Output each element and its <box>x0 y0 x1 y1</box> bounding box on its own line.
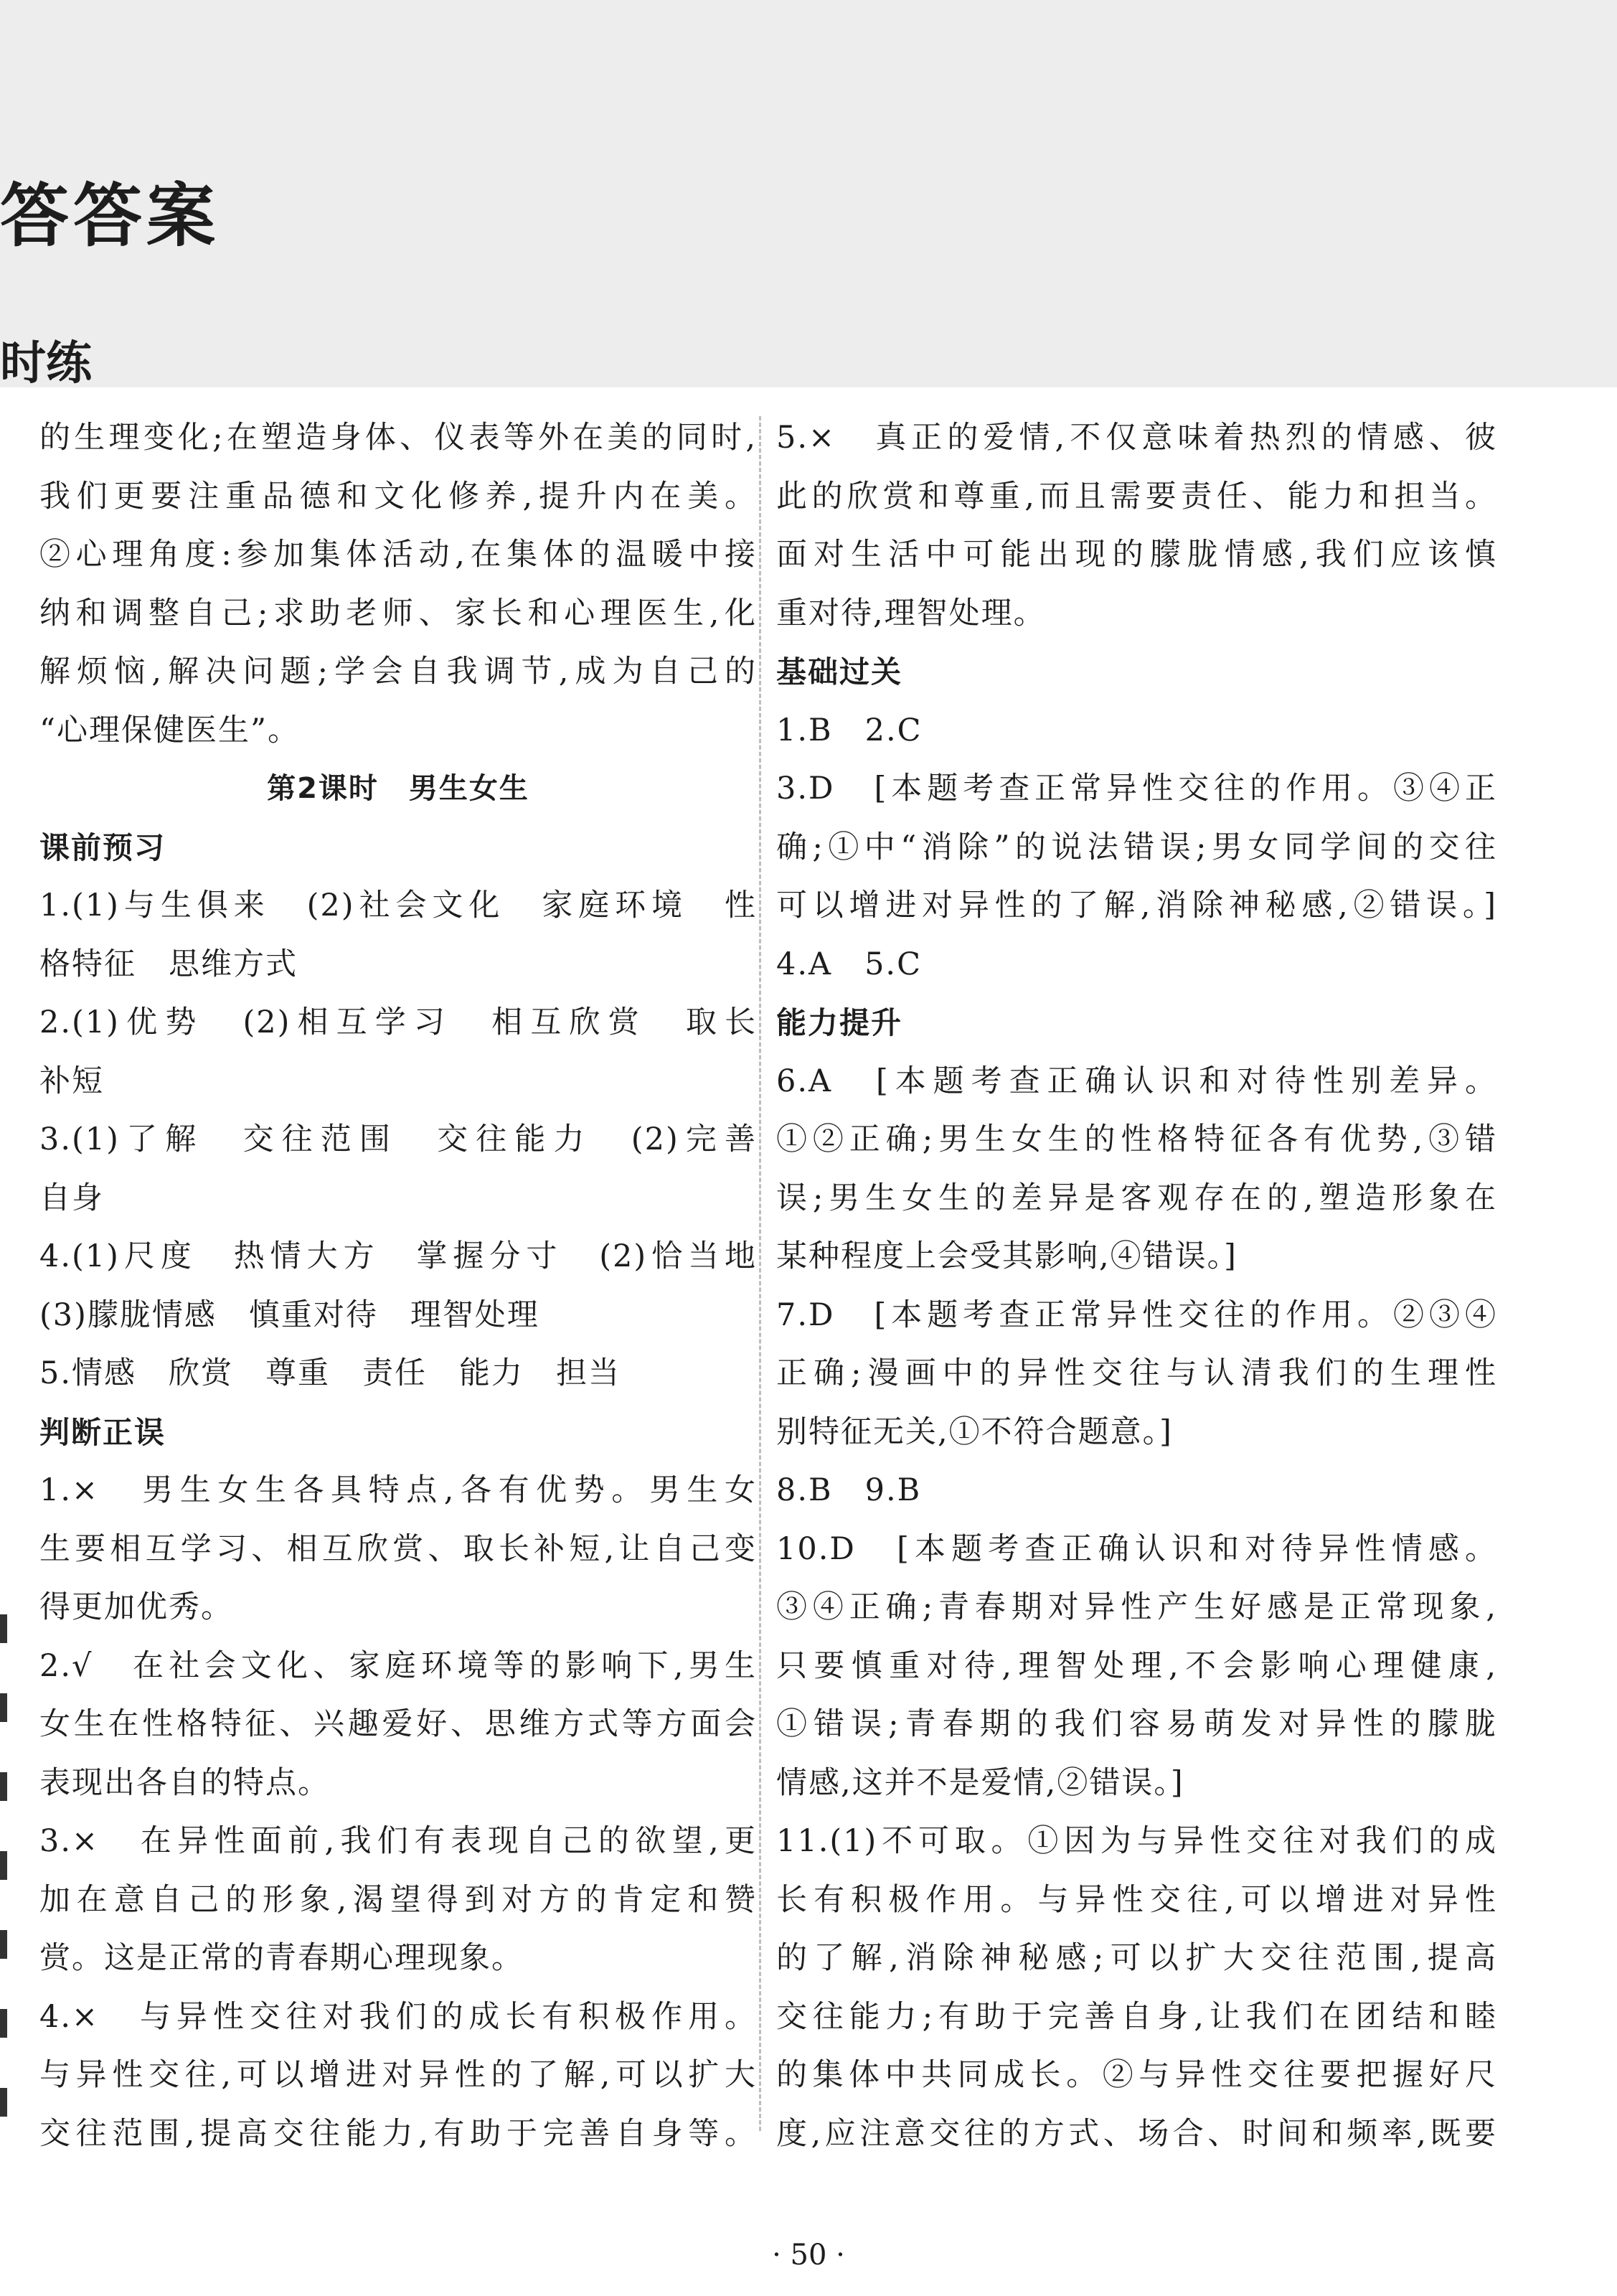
answer-line: 此的欣赏和尊重,而且需要责任、能力和担当。 <box>776 478 1497 514</box>
answer-line: (3)朦胧情感 慎重对待 理智处理 <box>39 1297 539 1333</box>
ability-heading: 能力提升 <box>776 1005 903 1040</box>
answer-line: 7.D [本题考查正常异性交往的作用。②③④ <box>776 1297 1497 1333</box>
answer-line: 11.(1)不可取。①因为与异性交往对我们的成 <box>776 1823 1497 1859</box>
answer-line: 别特征无关,①不符合题意。] <box>776 1413 1173 1450</box>
answer-line: 3.(1)了解 交往范围 交往能力 (2)完善 <box>39 1121 757 1157</box>
answer-line: 补短 <box>39 1063 104 1099</box>
answer-line: 10.D [本题考查正确认识和对待异性情感。 <box>776 1530 1497 1567</box>
right-column <box>776 409 1497 2163</box>
answer-line: 4.× 与异性交往对我们的成长有积极作用。 <box>39 1998 757 2035</box>
column-divider <box>759 416 761 2131</box>
answer-line: 情感,这并不是爱情,②错误。] <box>776 1764 1184 1801</box>
text-line: 纳和调整自己;求助老师、家长和心理医生,化 <box>39 595 757 631</box>
answer-line: 4.A 5.C <box>776 946 923 982</box>
text-line: “心理保健医生”。 <box>39 712 300 748</box>
answer-line: 4.(1)尺度 热情大方 掌握分寸 (2)恰当地 <box>39 1238 757 1274</box>
answer-line: 与异性交往,可以增进对异性的了解,可以扩大 <box>39 2057 757 2093</box>
judge-heading: 判断正误 <box>39 1414 166 1450</box>
preview-heading: 课前预习 <box>39 829 166 865</box>
answer-line: 交往范围,提高交往能力,有助于完善自身等。 <box>39 2115 757 2152</box>
lesson-title: 第2课时 男生女生 <box>267 772 529 805</box>
answer-line: 女生在性格特征、兴趣爱好、思维方式等方面会 <box>39 1706 757 1742</box>
answer-line: 5.× 真正的爱情,不仅意味着热烈的情感、彼 <box>776 420 1497 456</box>
answer-line: 表现出各自的特点。 <box>39 1764 330 1801</box>
answer-line: 正确;漫画中的异性交往与认清我们的生理性 <box>776 1355 1497 1391</box>
answer-line: 1.B 2.C <box>776 712 923 748</box>
answer-line: 确;①中“消除”的说法错误;男女同学间的交往 <box>776 829 1497 865</box>
cropped-edge-marks <box>0 1614 16 2131</box>
answer-line: ①②正确;男生女生的性格特征各有优势,③错 <box>776 1121 1497 1157</box>
answer-line: 重对待,理智处理。 <box>776 595 1046 631</box>
left-column <box>39 409 757 2163</box>
answer-line: 的了解,消除神秘感;可以扩大交往范围,提高 <box>776 1940 1497 1976</box>
answer-line: 赏。这是正常的青春期心理现象。 <box>39 1940 524 1976</box>
answer-line: 8.B 9.B <box>776 1472 922 1508</box>
page-title: 答答案 <box>0 176 220 256</box>
text-line: 解烦恼,解决问题;学会自我调节,成为自己的 <box>39 654 757 690</box>
page-number: · 50 · <box>772 2239 845 2272</box>
basic-heading: 基础过关 <box>776 654 903 690</box>
text-line: 我们更要注重品德和文化修养,提升内在美。 <box>39 478 757 514</box>
answer-line: 的集体中共同成长。②与异性交往要把握好尺 <box>776 2057 1497 2093</box>
answer-line: 长有积极作用。与异性交往,可以增进对异性 <box>776 1881 1497 1918</box>
section-title: 时练 <box>0 337 92 390</box>
answer-line: 1.(1)与生俱来 (2)社会文化 家庭环境 性 <box>39 888 757 923</box>
header-band <box>0 0 1617 387</box>
answer-line: ①错误;青春期的我们容易萌发对异性的朦胧 <box>776 1706 1497 1742</box>
answer-line: 2.(1)优势 (2)相互学习 相互欣赏 取长 <box>39 1004 757 1040</box>
answer-line: 可以增进对异性的了解,消除神秘感,②错误。] <box>776 888 1497 923</box>
answer-line: 加在意自己的形象,渴望得到对方的肯定和赞 <box>39 1881 757 1918</box>
answer-line: 6.A [本题考查正确认识和对待性别差异。 <box>776 1063 1497 1099</box>
answer-line: 某种程度上会受其影响,④错误。] <box>776 1238 1238 1274</box>
answer-line: 得更加优秀。 <box>39 1589 233 1625</box>
answer-line: ③④正确;青春期对异性产生好感是正常现象, <box>776 1589 1497 1625</box>
text-line: ②心理角度:参加集体活动,在集体的温暖中接 <box>39 537 757 573</box>
answer-line: 交往能力;有助于完善自身,让我们在团结和睦 <box>776 1998 1497 2035</box>
answer-line: 面对生活中可能出现的朦胧情感,我们应该慎 <box>776 537 1497 573</box>
answer-line: 只要慎重对待,理智处理,不会影响心理健康, <box>776 1647 1497 1684</box>
answer-line: 3.× 在异性面前,我们有表现自己的欲望,更 <box>39 1823 757 1859</box>
answer-line: 3.D [本题考查正常异性交往的作用。③④正 <box>776 771 1497 806</box>
answer-line: 自身 <box>39 1180 104 1216</box>
answer-line: 生要相互学习、相互欣赏、取长补短,让自己变 <box>39 1530 757 1567</box>
text-line: 的生理变化;在塑造身体、仪表等外在美的同时, <box>39 420 757 456</box>
answer-line: 误;男生女生的差异是客观存在的,塑造形象在 <box>776 1180 1497 1216</box>
answer-line: 2.√ 在社会文化、家庭环境等的影响下,男生 <box>39 1647 757 1684</box>
answer-line: 5.情感 欣赏 尊重 责任 能力 担当 <box>39 1355 621 1391</box>
answer-line: 度,应注意交往的方式、场合、时间和频率,既要 <box>776 2115 1497 2152</box>
answer-line: 格特征 思维方式 <box>39 946 298 982</box>
answer-line: 1.× 男生女生各具特点,各有优势。男生女 <box>39 1472 757 1508</box>
